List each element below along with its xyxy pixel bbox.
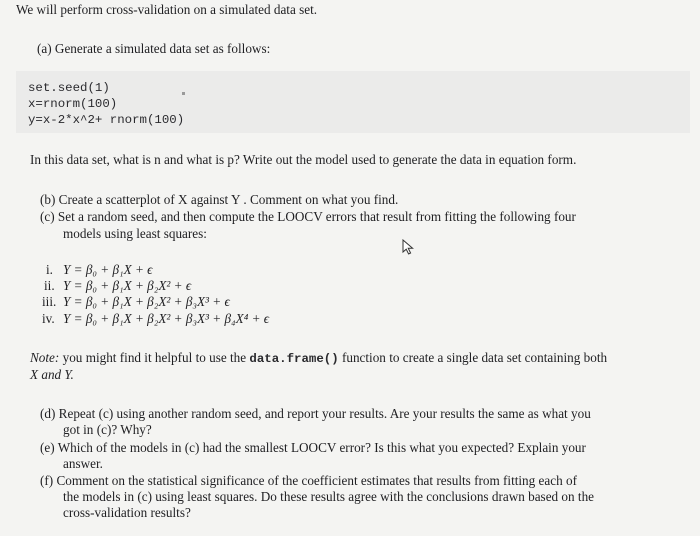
- model-iii-number: iii.: [42, 294, 57, 309]
- part-c-text-line2: models using least squares:: [63, 226, 207, 241]
- model-i-number: i.: [46, 262, 53, 277]
- intro-text: We will perform cross-validation on a simulated data set.: [16, 2, 318, 17]
- note-paragraph-line1: [30, 350, 607, 366]
- part-b-text: (b) Create a scatterplot of X against Y . Comment on what you find.: [40, 192, 399, 207]
- model-iii-equation: Y = β₀ + β₁X + β₂X² + β₃X³ + ϵ: [63, 294, 230, 309]
- code-line-2: x=rnorm(100): [28, 97, 118, 111]
- note-label: Note:: [30, 350, 60, 365]
- model-ii-number: ii.: [44, 278, 55, 293]
- part-d-text-line1: (d) Repeat (c) using another random seed, and report your results. Are your results the same as what you: [40, 406, 591, 421]
- part-e-text-line2: answer.: [63, 456, 103, 471]
- part-c-text-line1: (c) Set a random seed, and then compute the LOOCV errors that result from fitting the following four: [40, 209, 576, 224]
- code-mark: [182, 92, 185, 95]
- note-text-2: function to create a single data set containing both: [338, 350, 608, 365]
- code-line-1: set.seed(1): [28, 81, 110, 95]
- model-i-equation: Y = β₀ + β₁X + ϵ: [63, 262, 153, 277]
- part-d-text-line2: got in (c)? Why?: [63, 422, 152, 437]
- part-f-text-line1: (f) Comment on the statistical significance of the coefficient estimates that results from fitting each of: [40, 473, 577, 488]
- question-text: In this data set, what is n and what is p? Write out the model used to generate the data in equation form.: [30, 152, 577, 167]
- mouse-pointer-icon: [402, 239, 416, 255]
- note-code: data.frame(): [249, 352, 339, 366]
- model-ii-equation: Y = β₀ + β₁X + β₂X² + ϵ: [63, 278, 192, 293]
- code-block: [16, 71, 690, 133]
- model-iv-equation: Y = β₀ + β₁X + β₂X² + β₃X³ + β₄X⁴ + ϵ: [63, 311, 270, 326]
- part-f-text-line2: the models in (c) using least squares. Do these results agree with the conclusions drawn based on the: [63, 489, 595, 504]
- note-paragraph-line2: X and Y.: [30, 367, 74, 382]
- part-a-text: (a) Generate a simulated data set as follows:: [37, 41, 271, 56]
- code-line-3: y=x-2*x^2+ rnorm(100): [28, 113, 185, 127]
- part-e-text-line1: (e) Which of the models in (c) had the smallest LOOCV error? Is this what you expected? Explain your: [40, 440, 586, 455]
- part-f-text-line3: cross-validation results?: [63, 505, 191, 520]
- note-text-1: you might find it helpful to use the: [59, 350, 250, 365]
- model-iv-number: iv.: [42, 311, 55, 326]
